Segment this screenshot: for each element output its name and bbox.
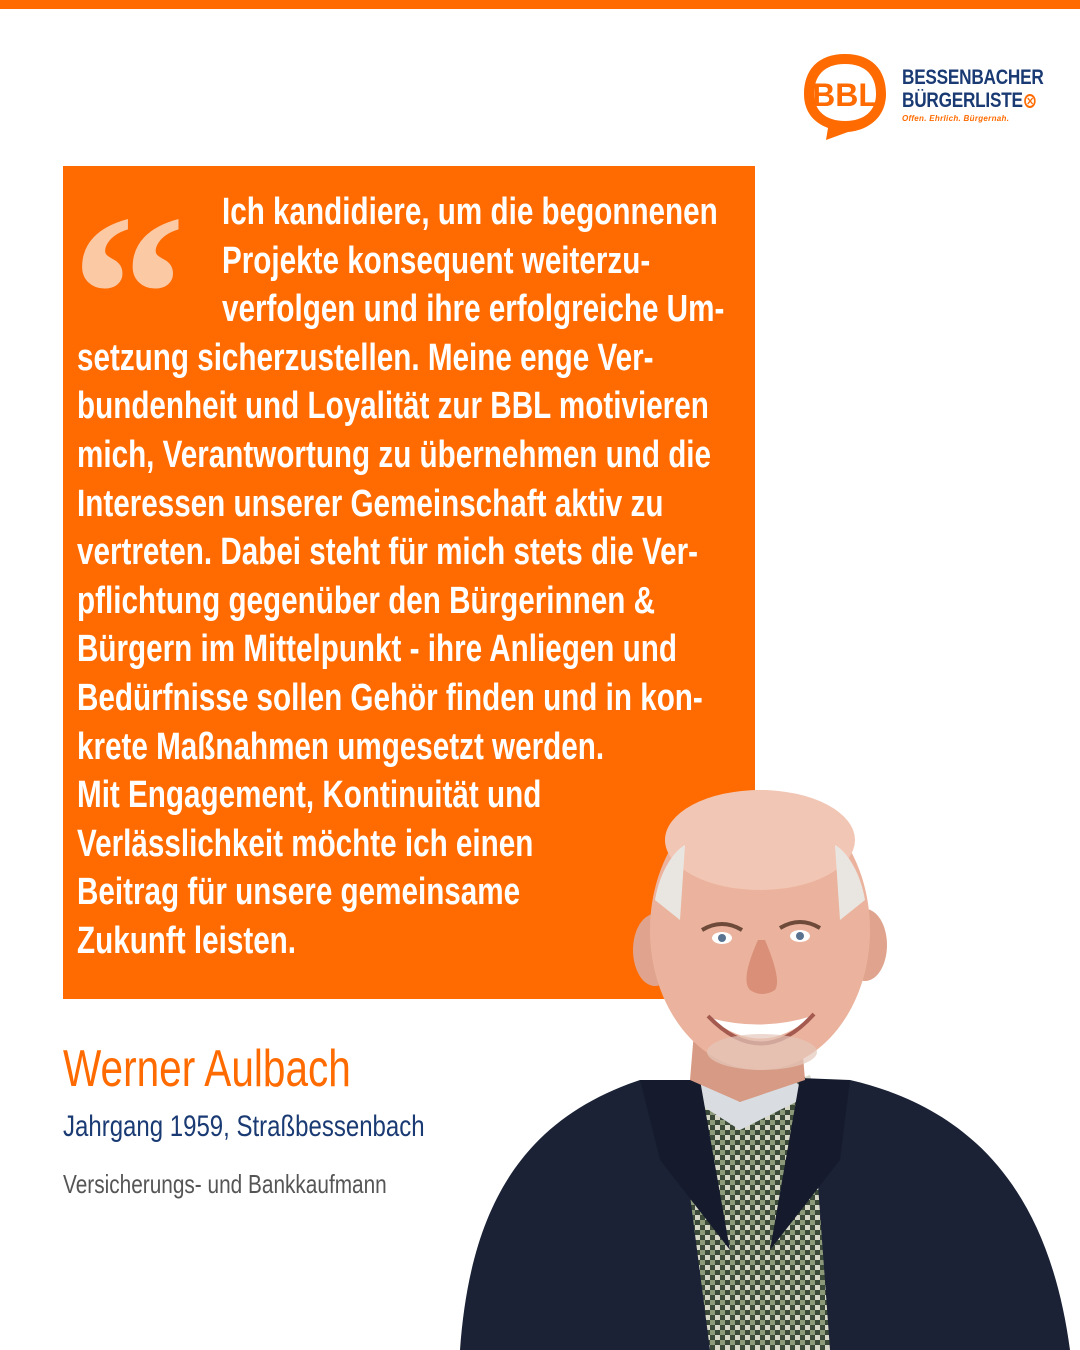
quote-line: Zukunft leisten. xyxy=(77,919,297,962)
quote-line: Interessen unserer Gemeinschaft aktiv zu xyxy=(77,482,664,525)
quote-line: vertreten. Dabei steht für mich stets die Ver- xyxy=(77,531,699,574)
bbl-logo xyxy=(800,50,1045,145)
person-name: Werner Aulbach xyxy=(63,1040,351,1098)
person-year-place: Jahrgang 1959, Straßbessenbach xyxy=(63,1110,425,1143)
quote-line: mich, Verantwortung zu übernehmen und die xyxy=(77,433,712,476)
logo-line-2: BÜRGERLISTE xyxy=(902,89,1023,112)
quote-line: Projekte konsequent weiterzu- xyxy=(222,239,651,282)
quote-line: bundenheit und Loyalität zur BBL motivieren xyxy=(77,385,709,428)
quote-line: Beitrag für unsere gemeinsame xyxy=(77,871,521,914)
quote-line: Bedürfnisse sollen Gehör finden und in kon- xyxy=(77,676,703,719)
quote-line: pflichtung gegenüber den Bürgerinnen & xyxy=(77,579,655,622)
logo-wordmark xyxy=(902,66,1047,123)
logo-line-1: BESSENBACHER xyxy=(902,66,1044,89)
quote-line: krete Maßnahmen umgesetzt werden. xyxy=(77,725,605,768)
quotation-mark-icon: “ xyxy=(71,167,176,422)
logo-abbr: BBL xyxy=(812,77,878,113)
logo-emblem-icon: ✕ xyxy=(1024,94,1035,108)
person-profession: Versicherungs- und Bankkaufmann xyxy=(63,1169,387,1199)
quote-line: Mit Engagement, Kontinuität und xyxy=(77,774,542,817)
logo-slogan: Offen. Ehrlich. Bürgernah. xyxy=(902,114,1010,123)
quote-line: Bürgern im Mittelpunkt - ihre Anliegen und xyxy=(77,628,677,671)
quote-line: verfolgen und ihre erfolgreiche Um- xyxy=(222,288,725,331)
quote-line: Verlässlichkeit möchte ich einen xyxy=(77,822,534,865)
quote-line: setzung sicherzustellen. Meine enge Ver- xyxy=(77,336,654,379)
speech-bubble-logo-icon xyxy=(800,50,890,142)
quote-line: Ich kandidiere, um die begonnenen xyxy=(222,191,718,233)
portrait-photo xyxy=(440,780,1080,1350)
top-accent-bar xyxy=(0,0,1080,9)
logo-line-2-wrap xyxy=(902,89,1034,112)
